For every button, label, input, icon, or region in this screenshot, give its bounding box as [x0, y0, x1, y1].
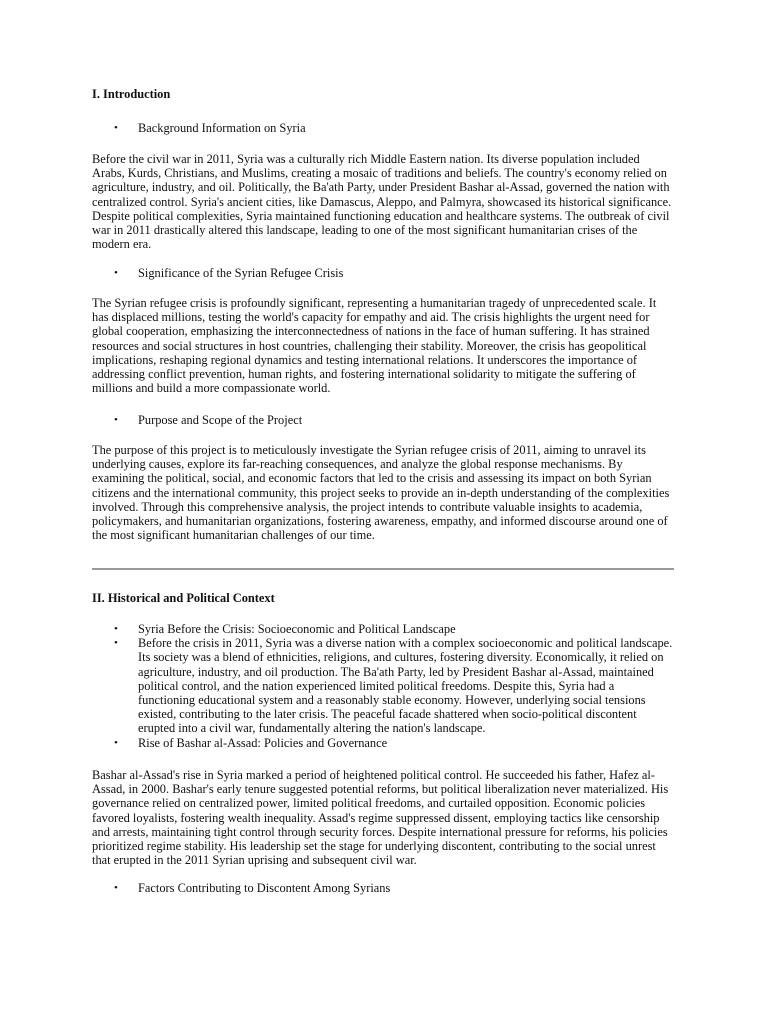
section-divider: [92, 568, 674, 570]
bullet-label: Factors Contributing to Discontent Among Syrians: [138, 881, 391, 895]
section-heading-historical-context: II. Historical and Political Context: [92, 591, 275, 605]
bullet-list: [114, 622, 674, 750]
list-item: [114, 636, 674, 735]
list-item-text: Rise of Bashar al-Assad: Policies and Governance: [138, 735, 388, 750]
list-item-text: Before the crisis in 2011, Syria was a diverse nation with a complex socioeconomic and political landscape. Its society was a blend of ethnicities, religions, and cultures, fostering diversity. Economically, it relied on agriculture, industry, and oil production. The Ba'ath Party, led by President Bashar al-Assad, maintained political control, and the nation experienced limited political freedoms. Despite this, Syria had a functioning educational system and a reasonably stable economy. However, underlying social tensions existed, contributing to the later crisis. The peaceful facade shattered when socio-political discontent erupted into a civil war, fundamentally altering the nation's landscape.: [138, 636, 673, 736]
bullet-icon: •: [114, 882, 118, 894]
section-heading-introduction: I. Introduction: [92, 87, 171, 101]
bullet-icon: •: [114, 122, 118, 134]
bullet-label: Significance of the Syrian Refugee Crisis: [138, 266, 344, 280]
paragraph-rise-of-assad: Bashar al-Assad's rise in Syria marked a period of heightened political control. He succeeded his father, Hafez al-Assad, in 2000. Bashar's early tenure suggested potential reforms, but political liberalization never materialized. His governance relied on centralized power, limited political freedoms, and curtailed opposition. Economic policies favored loyalists, fostering wealth inequality. Assad's regime suppressed dissent, employing tactics like censorship and arrests, maintaining tight control through security forces. Despite international pressure for reforms, his policies prioritized regime stability. His leadership set the stage for underlying discontent, contributing to the social unrest that erupted in the 2011 Syrian uprising and subsequent civil war.: [92, 768, 669, 868]
bullet-icon: •: [114, 623, 118, 635]
list-item: [114, 622, 674, 636]
paragraph-purpose: The purpose of this project is to meticulously investigate the Syrian refugee crisis of 2011, aiming to unravel its underlying causes, explore its far-reaching consequences, and analyze the global response mechanisms. By examining the political, social, and economic factors that led to the crisis and assessing its impact on both Syrian citizens and the international community, this project seeks to provide an in-depth understanding of the complexities involved. Through this comprehensive analysis, the project intends to contribute valuable insights to academia, policymakers, and humanitarian organizations, fostering awareness, empathy, and informed discourse around one of the most significant humanitarian challenges of our time.: [92, 443, 670, 543]
list-item: [114, 736, 674, 750]
bullet-icon: •: [114, 414, 118, 426]
paragraph-significance: The Syrian refugee crisis is profoundly significant, representing a humanitarian tragedy of unprecedented scale. It has displaced millions, testing the world's capacity for empathy and aid. The crisis highlights the urgent need for global cooperation, emphasizing the interconnectedness of nations in the face of human suffering. It has strained resources and social structures in host countries, challenging their stability. Moreover, the crisis has geopolitical implications, reshaping regional dynamics and testing international relations. It underscores the importance of addressing conflict prevention, human rights, and fostering international solidarity to mitigate the suffering of millions and build a more compassionate world.: [92, 296, 657, 396]
bullet-icon: •: [114, 267, 118, 279]
bullet-label: Purpose and Scope of the Project: [138, 413, 303, 427]
bullet-icon: •: [114, 736, 118, 749]
paragraph-background: Before the civil war in 2011, Syria was a culturally rich Middle Eastern nation. Its diverse population included Arabs, Kurds, Christians, and Muslims, creating a mosaic of traditions and beliefs. The country's economy relied on agriculture, industry, and oil. Politically, the Ba'ath Party, under President Bashar al-Assad, governed the nation with centralized control. Syria's ancient cities, like Damascus, Aleppo, and Palmyra, showcased its historical significance. Despite political complexities, Syria maintained functioning education and healthcare systems. The outbreak of civil war in 2011 drastically altered this landscape, leading to one of the most significant humanitarian crises of the modern era.: [92, 152, 672, 252]
list-item-text: Syria Before the Crisis: Socioeconomic and Political Landscape: [138, 622, 456, 636]
bullet-icon: •: [114, 637, 118, 650]
bullet-label: Background Information on Syria: [138, 121, 306, 135]
